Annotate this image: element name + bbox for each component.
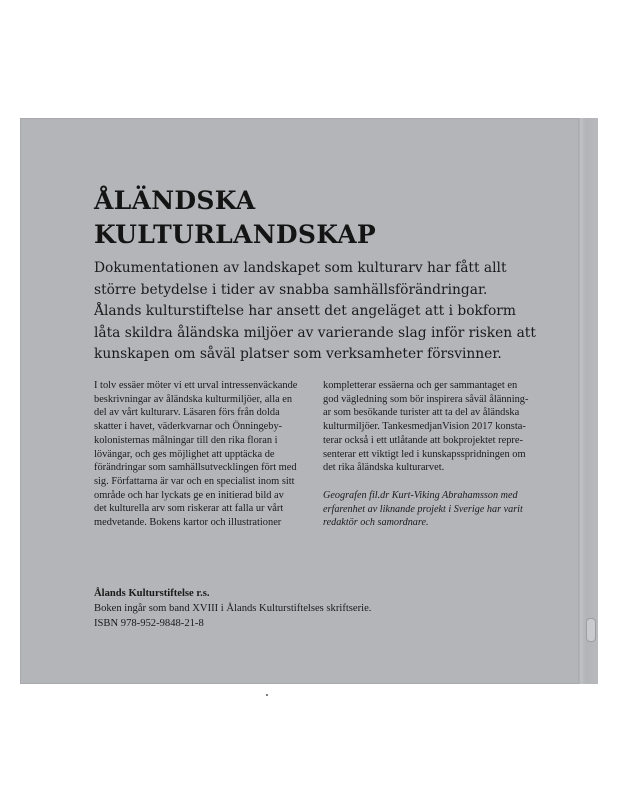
body-line: ar som besökande turister att ta del av åländska	[323, 407, 520, 419]
body-line: medvetande. Bokens kartor och illustrationer	[94, 517, 282, 529]
series-note: Boken ingår som band XVIII i Ålands Kulturstiftelses skriftserie.	[94, 603, 372, 614]
lead-line: låta skildra åländska miljöer av varierande slag inför risken att	[94, 324, 536, 341]
body-line: det kulturella arv som riskerar att falla ur vårt	[94, 503, 284, 515]
lead-paragraph	[94, 258, 544, 366]
publisher-name: Ålands Kulturstiftelse r.s.	[94, 588, 210, 599]
body-line: skatter i havet, väderkvarnar och Önningeby-	[94, 421, 283, 433]
body-line: del av vårt kulturarv. Läsaren förs från dolda	[94, 407, 280, 419]
credit-line: Geografen fil.dr Kurt-Viking Abrahamsson med	[323, 490, 518, 501]
credit-line: redaktör och samordnare.	[323, 517, 429, 529]
book-spine	[578, 118, 598, 684]
body-line: terar också i ett utlåtande att bokprojektet repre-	[323, 434, 523, 446]
spine-mark	[586, 618, 596, 642]
body-column-left	[94, 379, 304, 530]
body-line: lövängar, och ges möjlighet att upptäcka de	[94, 448, 275, 460]
body-line: område och har lyckats ge en initierad bild av	[94, 489, 284, 501]
dust-speck	[266, 694, 268, 696]
body-line: det rika åländska kulturarvet.	[323, 462, 445, 474]
body-column-right	[323, 379, 543, 475]
lead-line: Ålands kulturstiftelse har ansett det angeläget att i bokform	[94, 303, 516, 319]
lead-line: kunskapen om såväl platser som verksamheter försvinner.	[94, 346, 502, 362]
body-line: förändringar som samhällsutvecklingen fört med	[94, 462, 297, 474]
title-line-2: KULTURLANDSKAP	[94, 220, 377, 249]
isbn: ISBN 978-952-9848-21-8	[94, 618, 204, 629]
credit-line: erfarenhet av liknande projekt i Sverige har varit	[323, 503, 523, 515]
publisher-block	[94, 586, 371, 631]
body-line: beskrivningar av åländska kulturmiljöer, alla en	[94, 393, 293, 405]
body-line: sig. Författarna är var och en specialist inom sitt	[94, 475, 295, 487]
body-line: I tolv essäer möter vi ett urval intressenväckande	[94, 380, 298, 391]
editor-credit	[323, 489, 523, 530]
lead-line: Dokumentationen av landskapet som kulturarv har fått allt	[94, 260, 507, 276]
body-line: kulturmiljöer. TankesmedjanVision 2017 konsta-	[323, 421, 526, 433]
body-line: god vägledning som bör inspirera såväl ålänning-	[323, 393, 529, 405]
body-line: kolonisternas målningar till den rika floran i	[94, 434, 278, 446]
book-back-cover	[20, 118, 598, 684]
body-line: kompletterar essäerna och ger sammantaget en	[323, 380, 518, 391]
title-line-1: ÅLÄNDSKA	[94, 186, 256, 215]
book-title	[94, 184, 376, 252]
lead-line: större betydelse i tider av snabba samhällsförändringar.	[94, 281, 488, 298]
body-line: senterar ett viktigt led i kunskapsspridningen om	[323, 448, 526, 460]
